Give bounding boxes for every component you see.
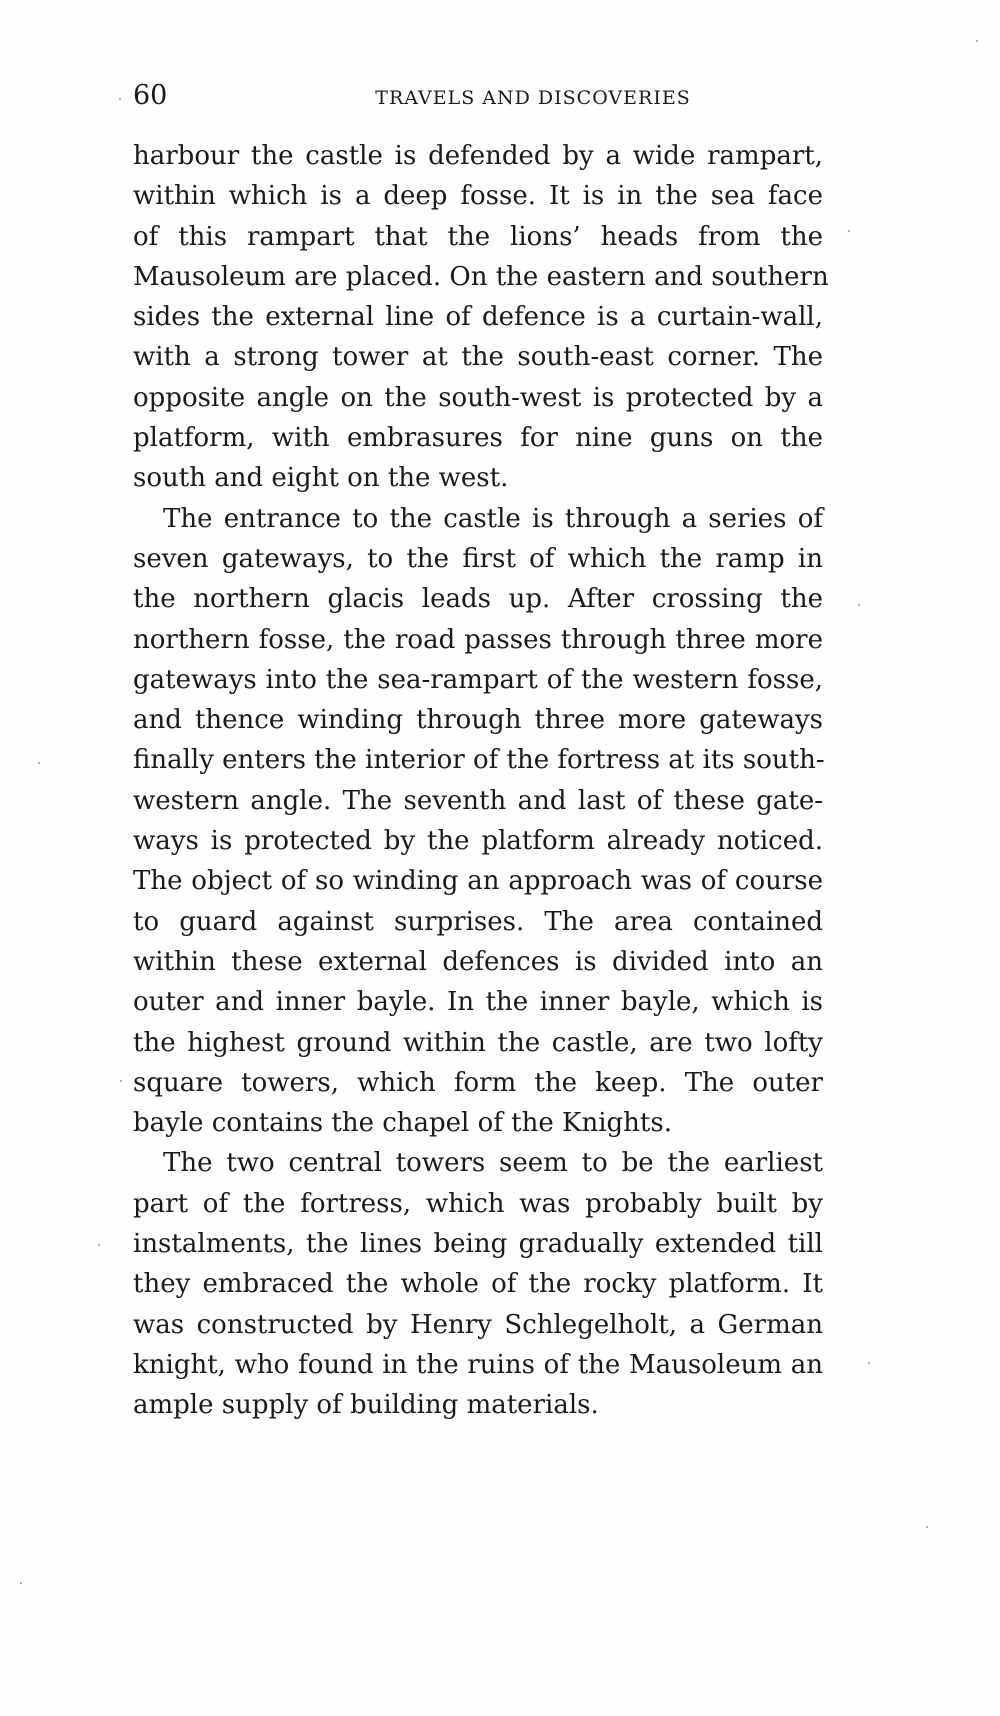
text-line: ample supply of building materials. bbox=[133, 1390, 599, 1421]
print-speck bbox=[858, 604, 860, 606]
text-line: ways is protected by the platform already noticed. bbox=[133, 826, 823, 857]
text-line: finally enters the interior of the fortress at its south- bbox=[133, 745, 825, 776]
text-line: instalments, the lines being gradually extended till bbox=[133, 1229, 823, 1260]
print-speck bbox=[926, 1526, 928, 1528]
text-line: The object of so winding an approach was of course bbox=[133, 866, 823, 897]
text-line: knight, who found in the ruins of the Mausoleum an bbox=[133, 1349, 823, 1380]
paragraph-1 bbox=[133, 136, 829, 499]
text-line: western angle. The seventh and last of these gate- bbox=[133, 785, 823, 816]
page-number: 60 bbox=[133, 80, 168, 111]
print-speck bbox=[98, 1244, 100, 1246]
text-line: opposite angle on the south-west is protected by a bbox=[133, 382, 823, 413]
text-line: was constructed by Henry Schlegelholt, a German bbox=[133, 1309, 823, 1340]
text-line: outer and inner bayle. In the inner bayle, which is bbox=[133, 987, 823, 1018]
text-line: within these external defences is divided into an bbox=[133, 946, 823, 977]
text-line: gateways into the sea-rampart of the western fosse, bbox=[133, 664, 823, 695]
print-speck bbox=[976, 40, 978, 42]
text-line: sides the external line of defence is a curtain-wall, bbox=[133, 302, 823, 333]
print-speck bbox=[38, 762, 40, 764]
text-line: within which is a deep fosse. It is in the sea face bbox=[133, 181, 823, 212]
print-speck bbox=[20, 1582, 22, 1584]
text-line: south and eight on the west. bbox=[133, 463, 509, 494]
print-speck bbox=[119, 98, 121, 100]
print-speck bbox=[868, 1362, 870, 1364]
text-line: harbour the castle is defended by a wide rampart, bbox=[133, 141, 823, 171]
text-line: to guard against surprises. The area contained bbox=[133, 906, 823, 937]
running-head bbox=[133, 76, 893, 116]
running-title: TRAVELS AND DISCOVERIES bbox=[375, 87, 691, 109]
text-line: Mausoleum are placed. On the eastern and southern bbox=[133, 261, 829, 292]
paragraph-3 bbox=[133, 1143, 823, 1425]
text-line: the highest ground within the castle, are two lofty bbox=[133, 1027, 823, 1058]
text-line: The two central towers seem to be the earliest bbox=[163, 1148, 823, 1179]
paragraph-2 bbox=[133, 499, 823, 1144]
text-line: platform, with embrasures for nine guns on the bbox=[133, 423, 823, 454]
print-speck bbox=[848, 230, 850, 232]
body-text bbox=[133, 136, 829, 1426]
text-line: of this rampart that the lions’ heads from the bbox=[133, 221, 823, 252]
text-line: square towers, which form the keep. The outer bbox=[133, 1067, 823, 1098]
text-line: they embraced the whole of the rocky platform. It bbox=[133, 1269, 823, 1300]
text-line: the northern glacis leads up. After crossing the bbox=[133, 584, 823, 615]
text-line: with a strong tower at the south-east corner. The bbox=[133, 342, 823, 373]
text-line: seven gateways, to the first of which the ramp in bbox=[133, 543, 823, 574]
text-line: bayle contains the chapel of the Knights. bbox=[133, 1108, 672, 1139]
text-line: and thence winding through three more gateways bbox=[133, 705, 823, 736]
text-line: northern fosse, the road passes through three more bbox=[133, 624, 823, 655]
text-line: The entrance to the castle is through a series of bbox=[163, 503, 823, 534]
print-speck bbox=[120, 1080, 122, 1082]
text-line: part of the fortress, which was probably built by bbox=[133, 1188, 823, 1219]
